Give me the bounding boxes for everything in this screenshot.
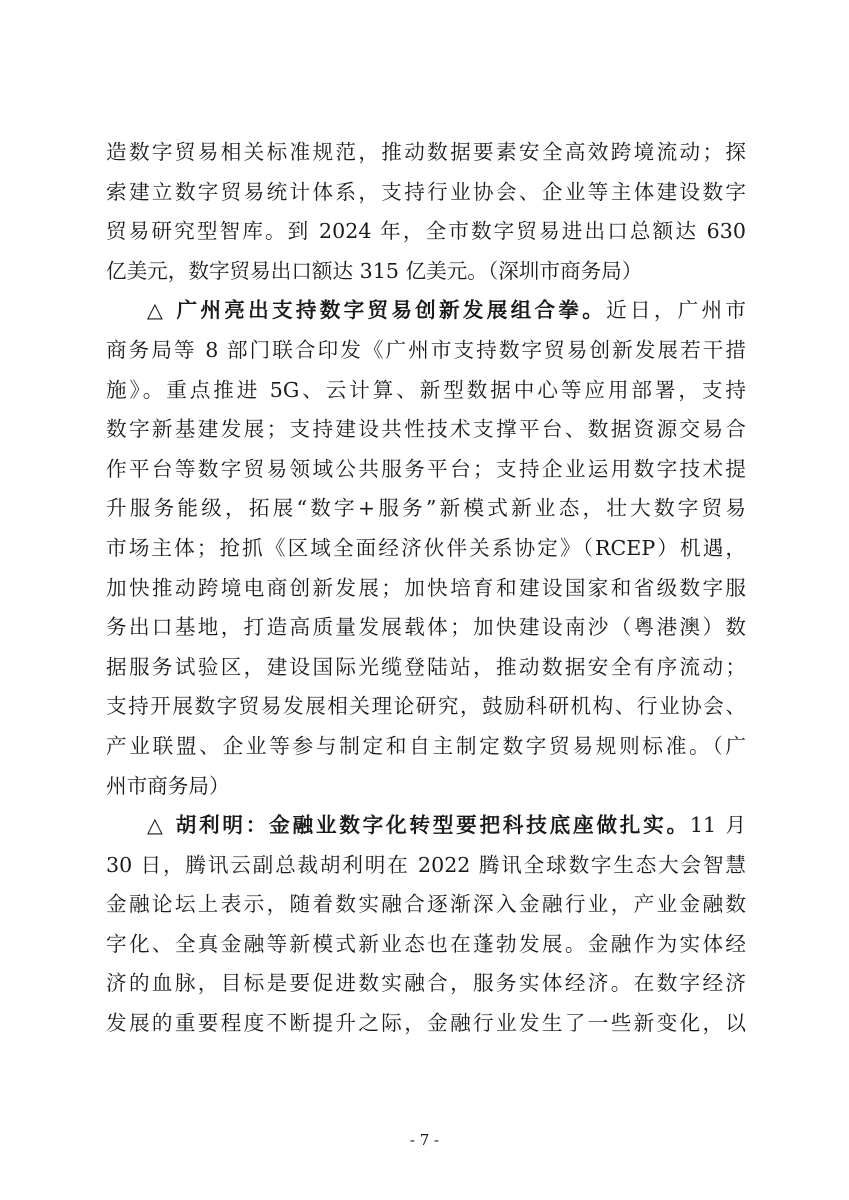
paragraph-hu-liming-finance bbox=[106, 806, 746, 1044]
text-line: 支持开展数字贸易发展相关理论研究，鼓励科研机构、行业协会、 bbox=[106, 694, 746, 719]
text-line: 务出口基地，打造高质量发展载体；加快建设南沙（粤港澳）数 bbox=[106, 615, 746, 640]
text-line: 产业联盟、企业等参与制定和自主制定数字贸易规则标准。（广 bbox=[106, 733, 746, 758]
paragraph-lead-rest: 近日，广州市 bbox=[606, 298, 746, 323]
text-line: 数字新基建发展；支持建设共性技术支撑平台、数据资源交易合 bbox=[106, 417, 746, 442]
text-line: 据服务试验区，建设国际光缆登陆站，推动数据安全有序流动； bbox=[106, 654, 746, 679]
page-number: - 7 - bbox=[409, 1131, 440, 1149]
paragraph-lead-heading: △ 胡利明：金融业数字化转型要把科技底座做扎实。 bbox=[147, 813, 690, 838]
text-line: 发展的重要程度不断提升之际，金融行业发生了一些新变化，以 bbox=[106, 1011, 746, 1036]
text-line: 贸易研究型智库。到 2024 年，全市数字贸易进出口总额达 630 bbox=[106, 219, 746, 244]
text-line: 升服务能级，拓展“数字+服务”新模式新业态，壮大数字贸易 bbox=[106, 496, 746, 521]
text-line: 金融论坛上表示，随着数实融合逐渐深入金融行业，产业金融数 bbox=[106, 892, 746, 917]
text-line: 市场主体；抢抓《区域全面经济伙伴关系协定》（RCEP）机遇， bbox=[106, 535, 746, 560]
text-line: 作平台等数字贸易领域公共服务平台；支持企业运用数字技术提 bbox=[106, 456, 746, 481]
text-line bbox=[106, 291, 746, 331]
text-line: 加快推动跨境电商创新发展；加快培育和建设国家和省级数字服 bbox=[106, 575, 746, 600]
paragraph-lead-rest: 11 月 bbox=[689, 813, 746, 838]
text-line: 30 日，腾讯云副总裁胡利明在 2022 腾讯全球数字生态大会智慧 bbox=[106, 852, 746, 877]
paragraph-lead-heading: △ 广州亮出支持数字贸易创新发展组合拳。 bbox=[147, 298, 607, 323]
text-line: 州市商务局） bbox=[106, 773, 230, 798]
text-line: 造数字贸易相关标准规范，推动数据要素安全高效跨境流动；探 bbox=[106, 140, 746, 164]
paragraph-shenzhen-continuation bbox=[106, 133, 746, 291]
paragraph-guangzhou-digital-trade bbox=[106, 291, 746, 806]
text-line: 亿美元，数字贸易出口额达 315 亿美元。（深圳市商务局） bbox=[106, 258, 643, 283]
text-line: 商务局等 8 部门联合印发《广州市支持数字贸易创新发展若干措 bbox=[106, 337, 746, 362]
text-line: 索建立数字贸易统计体系，支持行业协会、企业等主体建设数字 bbox=[106, 179, 746, 204]
text-line bbox=[106, 806, 746, 846]
text-line: 济的血脉，目标是要促进数实融合，服务实体经济。在数字经济 bbox=[106, 971, 746, 996]
document-body bbox=[106, 133, 746, 1044]
text-line: 施》。重点推进 5G、云计算、新型数据中心等应用部署，支持 bbox=[106, 377, 746, 402]
text-line: 字化、全真金融等新模式新业态也在蓬勃发展。金融作为实体经 bbox=[106, 931, 746, 956]
